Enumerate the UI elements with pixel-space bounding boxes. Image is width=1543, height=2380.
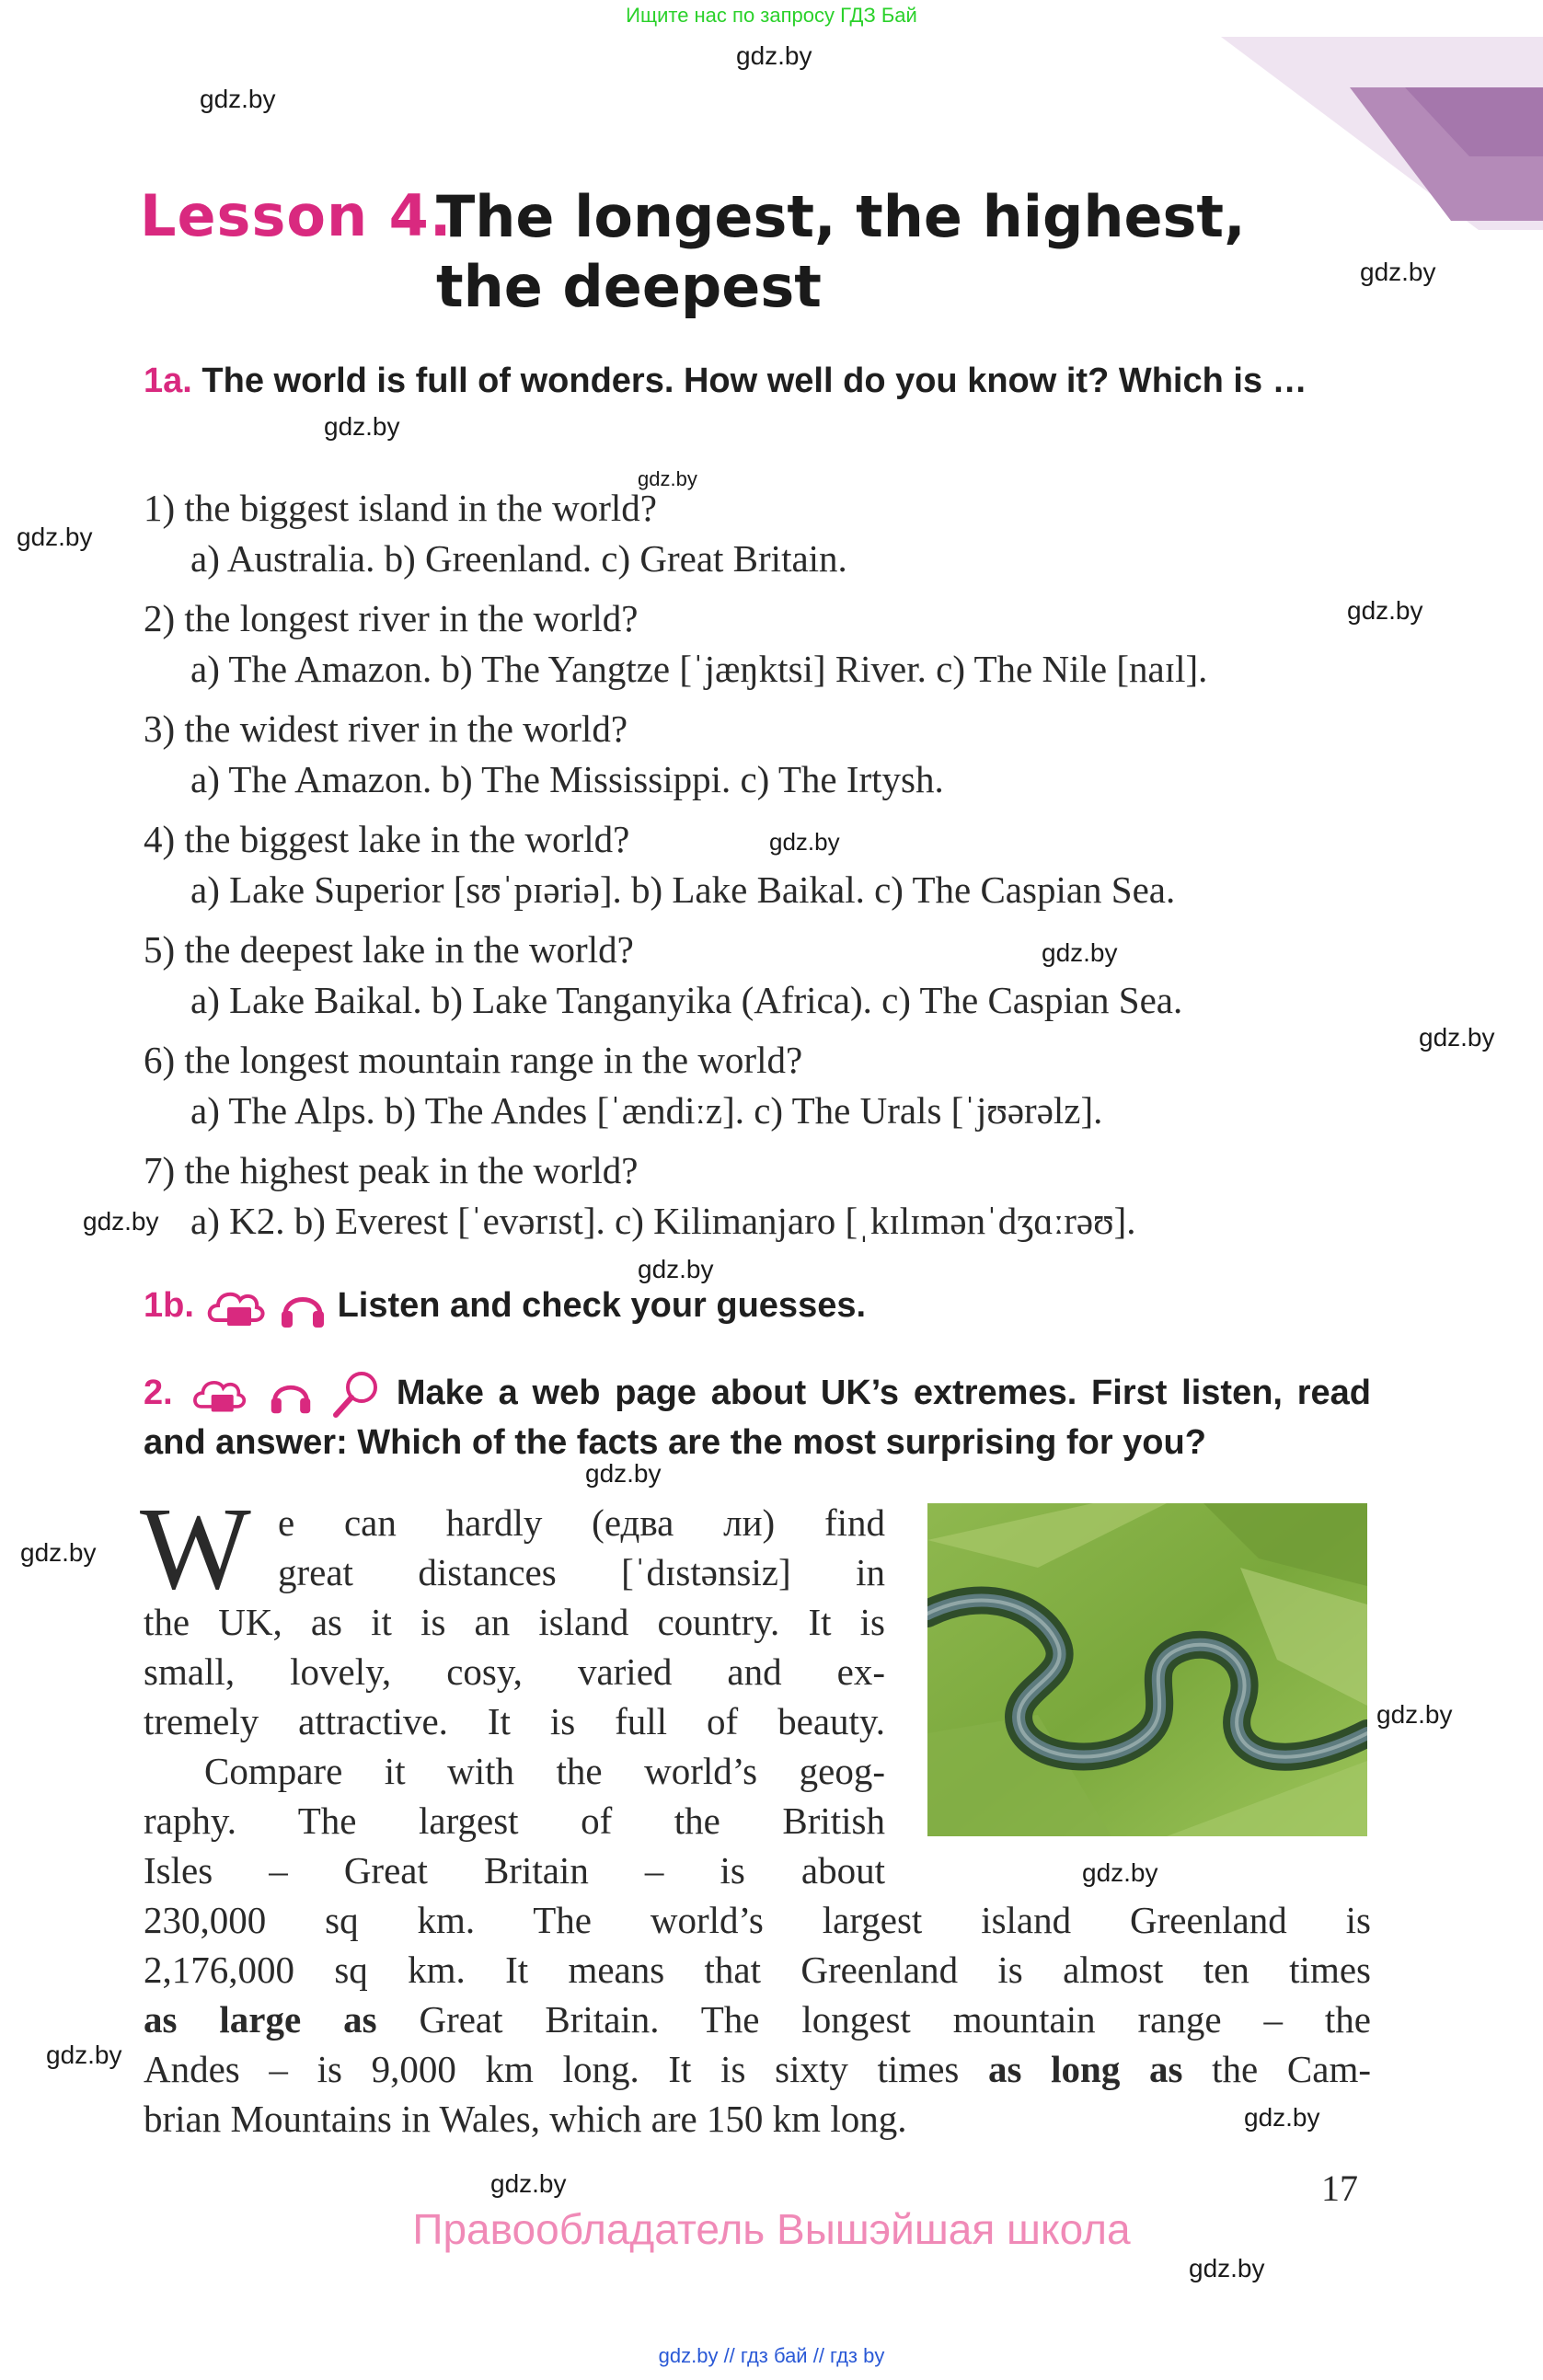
reading-line: great distances [ˈdɪstənsiz] in <box>278 1551 885 1593</box>
watermark: gdz.by <box>490 2169 567 2198</box>
task-text: Listen and check your guesses. <box>337 1286 867 1326</box>
watermark: gdz.by <box>17 523 93 551</box>
reading-line: the UK, as it is an island country. It is <box>144 1601 885 1643</box>
reading-line: 230,000 sq km. The world’s largest island Greenland is <box>144 1899 1371 1941</box>
reading-line: tremely attractive. It is full of beauty. <box>144 1700 885 1742</box>
watermark: gdz.by <box>638 467 697 490</box>
question-2: 2) the longest river in the world? <box>144 597 639 639</box>
lesson-label: Lesson 4. <box>140 182 453 249</box>
task-number: 2. <box>144 1374 173 1413</box>
task-1b-instruction <box>144 1283 1371 1331</box>
page-number: 17 <box>1321 2167 1358 2209</box>
question-5-options: a) Lake Baikal. b) Lake Tanganyika (Africa). c) The Caspian Sea. <box>190 979 1183 1021</box>
reading-line: brian Mountains in Wales, which are 150 km long. <box>144 2098 907 2140</box>
watermark: gdz.by <box>638 1255 714 1283</box>
watermark: gdz.by <box>1376 1700 1453 1729</box>
reading-text: Andes – is 9,000 km long. It is sixty times <box>144 2048 989 2090</box>
watermark: gdz.by <box>1244 2103 1320 2132</box>
task-number: 1b. <box>144 1286 194 1326</box>
task-1a-instruction <box>144 359 1371 403</box>
reading-line: Compare it with the world’s geog- <box>204 1750 885 1792</box>
reading-line: Isles – Great Britain – is about <box>144 1849 885 1891</box>
bold-phrase: as long as <box>988 2048 1183 2090</box>
task-text: The world is full of wonders. How well do you know it? Which is … <box>202 362 1307 400</box>
bottom-links[interactable]: gdz.by // гдз бай // гдз by <box>658 2344 885 2367</box>
reading-line: small, lovely, cosy, varied and ex- <box>144 1650 885 1693</box>
question-4: 4) the biggest lake in the world? <box>144 818 630 860</box>
watermark: gdz.by <box>324 412 400 441</box>
watermark: gdz.by <box>1419 1023 1495 1052</box>
reading-line <box>144 2044 1371 2094</box>
question-2-options: a) The Amazon. b) The Yangtze [ˈjæŋktsi] River. c) The Nile [naɪl]. <box>190 648 1208 690</box>
question-7-options: a) K2. b) Everest [ˈevərɪst]. c) Kilimanjaro [ˌkɪlɪmənˈdʒɑːrəʊ]. <box>190 1200 1136 1242</box>
drop-cap: W <box>140 1483 251 1614</box>
watermark: gdz.by <box>83 1207 159 1236</box>
question-3-options: a) The Amazon. b) The Mississippi. c) The Irtysh. <box>190 758 944 800</box>
reading-line: 2,176,000 sq km. It means that Greenland is almost ten times <box>144 1949 1371 1991</box>
watermark: gdz.by <box>1189 2254 1265 2282</box>
river-landscape-photo <box>927 1503 1367 1836</box>
watermark: gdz.by <box>585 1459 662 1488</box>
bold-phrase: as large as <box>144 1998 377 2041</box>
task-2-instruction <box>144 1369 1371 1465</box>
headphones-icon[interactable] <box>266 1373 316 1417</box>
watermark: gdz.by <box>1082 1858 1158 1887</box>
watermark: gdz.by <box>20 1538 97 1567</box>
reading-line: e can hardly (едва ли) find <box>278 1501 885 1544</box>
watermark: gdz.by <box>200 85 276 113</box>
question-7: 7) the highest peak in the world? <box>144 1149 639 1191</box>
task-text: Make a web page about UK’s extremes. First listen, read and answer: Which of the facts are the most surprising for you? <box>144 1374 1372 1462</box>
reading-text: Great Britain. The longest mountain range – the <box>376 1998 1372 2041</box>
watermark: gdz.by <box>1360 258 1436 286</box>
reading-line <box>144 1995 1371 2044</box>
watermark: gdz.by <box>736 41 812 70</box>
magnifier-icon[interactable] <box>330 1369 382 1420</box>
question-6: 6) the longest mountain range in the world? <box>144 1039 803 1081</box>
lesson-title: The longest, the highest, the deepest <box>436 183 1246 320</box>
question-3: 3) the widest river in the world? <box>144 707 628 750</box>
watermark: gdz.by <box>1042 938 1118 967</box>
question-5: 5) the deepest lake in the world? <box>144 928 634 971</box>
top-search-link[interactable]: Ищите нас по запросу ГДЗ Бай <box>626 4 917 27</box>
question-6-options: a) The Alps. b) The Andes [ˈændiːz]. c) The Urals [ˈjʊərəlz]. <box>190 1089 1103 1132</box>
task-number: 1a. <box>144 362 192 400</box>
watermark: gdz.by <box>769 828 840 856</box>
copyright-notice: Правообладатель Вышэйшая школа <box>412 2205 1131 2253</box>
question-4-options: a) Lake Superior [sʊˈpɪəriə]. b) Lake Baikal. c) The Caspian Sea. <box>190 868 1176 911</box>
corner-decoration <box>1221 37 1543 230</box>
cloud-folder-icon[interactable] <box>203 1283 268 1331</box>
reading-text: the Cam- <box>1182 2048 1371 2090</box>
cloud-folder-icon[interactable] <box>187 1373 251 1417</box>
question-1: 1) the biggest island in the world? <box>144 487 657 529</box>
headphones-icon[interactable] <box>278 1283 328 1331</box>
reading-line: raphy. The largest of the British <box>144 1799 885 1842</box>
question-1-options: a) Australia. b) Greenland. c) Great Britain. <box>190 537 847 580</box>
watermark: gdz.by <box>1347 596 1423 625</box>
watermark: gdz.by <box>46 2041 122 2069</box>
